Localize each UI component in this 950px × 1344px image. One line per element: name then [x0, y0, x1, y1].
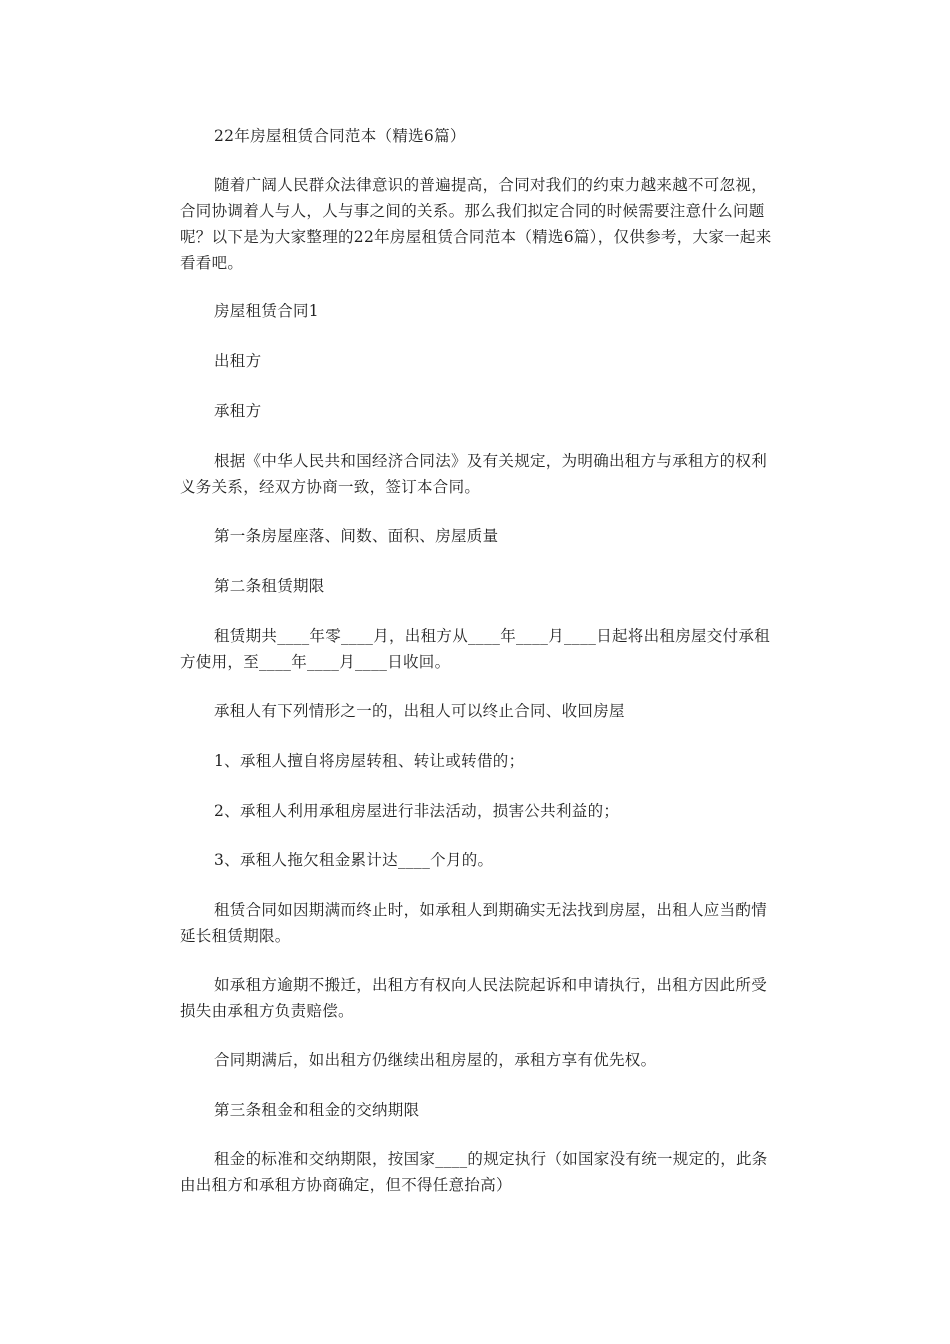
section-title: 房屋租赁合同1: [214, 302, 319, 320]
article-1-heading: 第一条房屋座落、间数、面积、房屋质量: [214, 527, 499, 545]
termination-item-3: 3、承租人拖欠租金累计达____个月的。: [214, 851, 494, 869]
termination-intro: 承租人有下列情形之一的，出租人可以终止合同、收回房屋: [214, 702, 625, 720]
overdue-paragraph: 如承租方逾期不搬迁，出租方有权向人民法院起诉和申请执行，出租方因此所受损失由承租方负责赔偿。: [180, 976, 768, 1020]
termination-item-1: 1、承租人擅自将房屋转租、转让或转借的；: [214, 752, 525, 770]
termination-item-2: 2、承租人利用承租房屋进行非法活动，损害公共利益的；: [214, 802, 620, 820]
basis-paragraph: 根据《中华人民共和国经济合同法》及有关规定，为明确出租方与承租方的权利义务关系，经双方协商一致，签订本合同。: [180, 452, 768, 496]
lessor-label: 出租方: [214, 352, 262, 370]
article-2-heading: 第二条租赁期限: [214, 577, 325, 595]
extension-paragraph: 租赁合同如因期满而终止时，如承租人到期确实无法找到房屋，出租人应当酌情延长租赁期限。: [180, 901, 768, 945]
lessee-label: 承租方: [214, 402, 262, 420]
rent-paragraph: 租金的标准和交纳期限，按国家____的规定执行（如国家没有统一规定的，此条由出租方和承租方协商确定，但不得任意抬高）: [180, 1150, 768, 1194]
term-paragraph: 租赁期共____年零____月，出租方从____年____月____日起将出租房屋交付承租方使用，至____年____月____日收回。: [180, 627, 771, 671]
intro-paragraph: 随着广阔人民群众法律意识的普遍提高，合同对我们的约束力越来越不可忽视，合同协调着人与人，人与事之间的关系。那么我们拟定合同的时候需要注意什么问题呢？以下是为大家整理的22年房屋租赁合同范本（精选6篇），仅供参考，大家一起来看看吧。: [180, 176, 772, 272]
article-3-heading: 第三条租金和租金的交纳期限: [214, 1101, 420, 1119]
priority-paragraph: 合同期满后，如出租方仍继续出租房屋的，承租方享有优先权。: [214, 1051, 657, 1069]
document-title: 22年房屋租赁合同范本（精选6篇）: [214, 127, 466, 145]
